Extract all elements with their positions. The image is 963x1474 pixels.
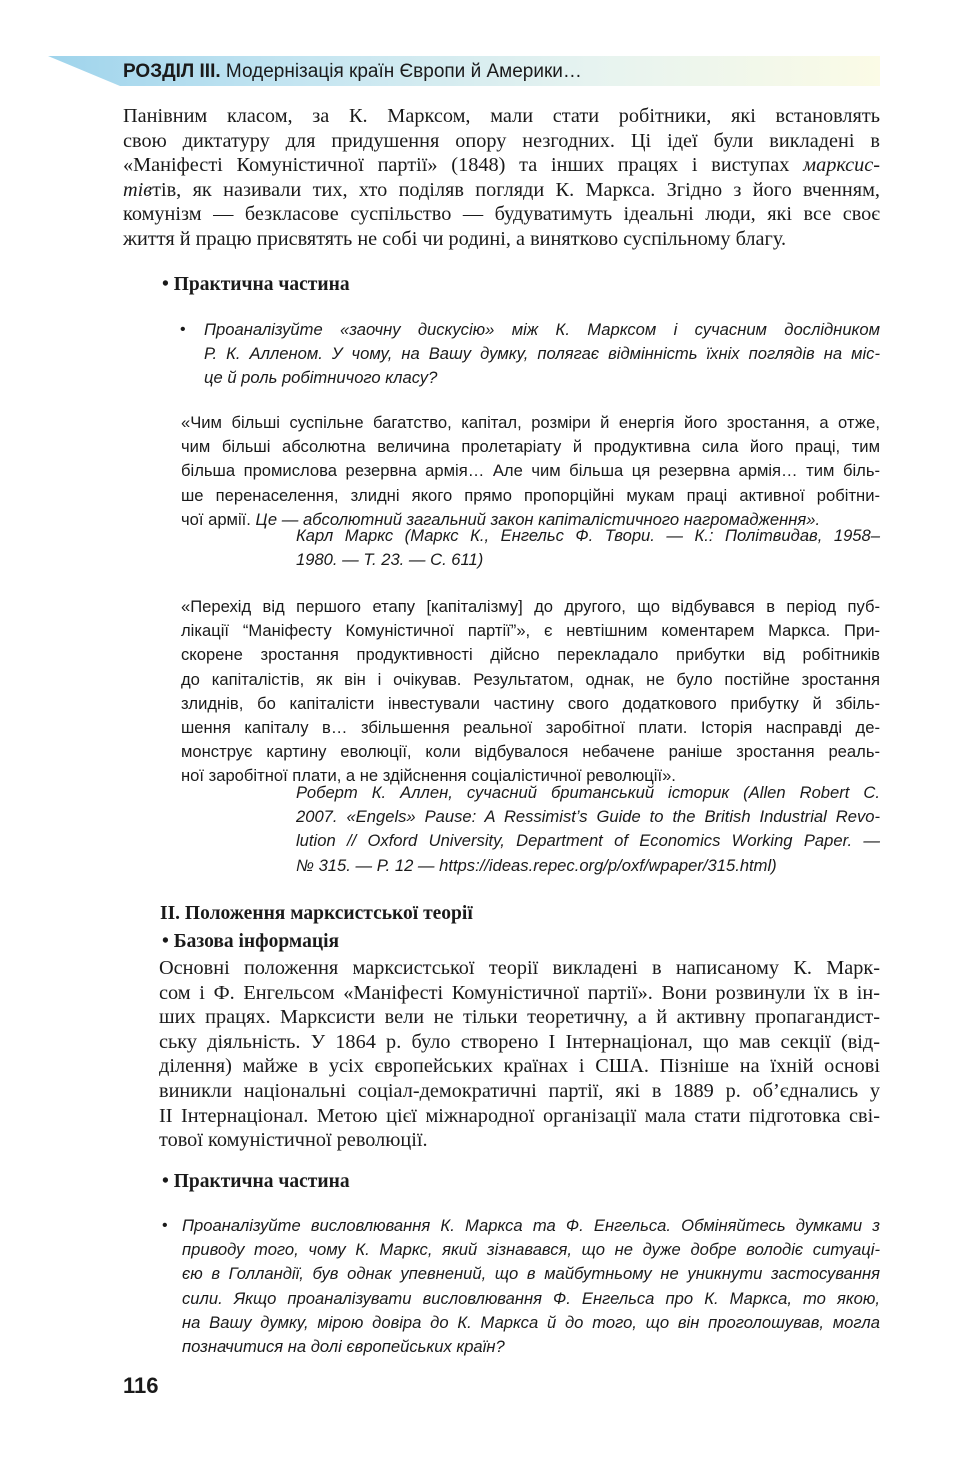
practical-heading: • Практична частина (162, 274, 350, 295)
task-text: Проаналізуйте «заочну дискусію» між К. Марксом і сучасним дослідником Р. К. Алленом. У чому, на Вашу думку, полягає відмінність їхніх поглядів на міс- це й роль робітничого класу? (204, 320, 880, 388)
bullet-icon: • (162, 1217, 168, 1234)
section-title: Модернізація країн Європи й Америки… (220, 61, 582, 82)
section-heading: II. Положення марксистської теорії (160, 903, 473, 924)
text-line: комунізм — безкласове суспільство — будуватимуть ідеальні люди, які все своє (123, 203, 880, 226)
text-line: «Маніфесті Комуністичної партії» (1848) та інших працях і виступах марксис- (123, 154, 880, 177)
quote-source: Карл Маркс (Маркс К., Енгельс Ф. Твори. — К.: Політвидав, 1958– 1980. — Т. 23. — С. 611) (296, 526, 880, 570)
text-line: тівтів, як називали тих, хто поділяв погляди К. Маркса. Згідно з його вченням, (123, 178, 880, 201)
quote-allen: «Перехід від першого етапу [капіталізму] до другого, що відбувався в період пуб- лікації “Маніфесту Комуністичної партії”», є невтішним коментарем Маркса. При- скорене зростання продуктивності дійсно перекладало прибутки від робітників до капіталістів, як він і очікував. Результатом, однак, не було постійне зростання злиднів, бо капіталісти інвестували частину свого додаткового прибутку й збіль- шення капіталу в… збільшення реальної заробітної плати. Історія насправді де- монструє картину еволюції, коли відбувалося небачене раніше зростання реаль- ної заробітної плати, а не здійснення соціалістичної революції». (181, 597, 880, 786)
section-label: РОЗДІЛ ІІІ. (123, 61, 221, 82)
task-text: Проаналізуйте висловлювання К. Маркса та Ф. Енгельса. Обміняйтесь думками з приводу того, чому К. Маркс, який зізнавався, що не дуже добре володіє ситуаці- єю в Голландії, був однак упевнений, що в майбутньому не уникнути застосування сили. Якщо проаналізувати висловлювання Ф. Енгельса про К. Маркса, то якою, на Вашу думку, мірою довіра до К. Маркса й до того, що він проголошував, могла позначитися на долі європейських країн? (182, 1216, 880, 1357)
quote-source: Роберт К. Аллен, сучасний британський історик (Allen Robert C. 2007. «Engels» Pause: A Ressimist’s Guide to the British Industrial Revo- lution // Oxford University, Department of Economics Working Paper. — № 315. — P. 12 — https://ideas.repec.org/p/oxf/wpaper/315.html) (296, 783, 880, 875)
text-line: життя й працю присвятять не собі чи родині, а винятково суспільному благу. (123, 227, 787, 250)
page-number: 116 (123, 1373, 159, 1398)
section-2-paragraph: Основні положення марксистської теорії викладені в написаному К. Марк- сом і Ф. Енгельсом «Маніфесті Комуністичної партії». Вони розвинули їх в ін- ших працях. Марксисти вели не тільки теоретичну, а й активну пропагандист- ську діяльність. У 1864 р. було створено І Інтернаціонал, що мав секції (від- ділення) майже в усіх європейських країнах і США. Пізніше на їхній основі виникли національні соціал-демократичні партії, які в 1889 р. об’єднались у ІІ Інтернаціонал. Метою цієї міжнародної організації мала стати підготовка сві- тової комуністичної революції. (159, 957, 880, 1152)
bullet-icon: • (180, 321, 186, 338)
italic-term: тів (123, 178, 153, 201)
intro-paragraph (123, 104, 880, 252)
section-header (123, 60, 582, 84)
italic-term: марксис- (803, 154, 880, 177)
text-line: Панівним класом, за К. Марксом, мали стати робітники, які встановлять (123, 105, 880, 127)
quote-emphasis: Це — абсолютний загальний закон капіталістичного нагромадження». (255, 509, 821, 529)
basic-info-heading: • Базова інформація (162, 931, 340, 952)
practical-heading: • Практична частина (162, 1171, 350, 1192)
quote-marx: «Чим більші суспільне багатство, капітал, розміри й енергія його зростання, а отже, чим більші абсолютна величина пролетаріату й продуктивна сила його праці, тим більша промислова резервна армія… Але чим більша ця резервна армія… тим біль- ше перенаселення, злидні якого прямо пропорційні мукам праці активної робітни- чої армії. Це — абсолютний загальний закон капіталістичного нагромадження». (181, 413, 880, 529)
text-line: свою диктатуру для придушення опору незгодних. Ці ідеї були викладені в (123, 129, 880, 152)
